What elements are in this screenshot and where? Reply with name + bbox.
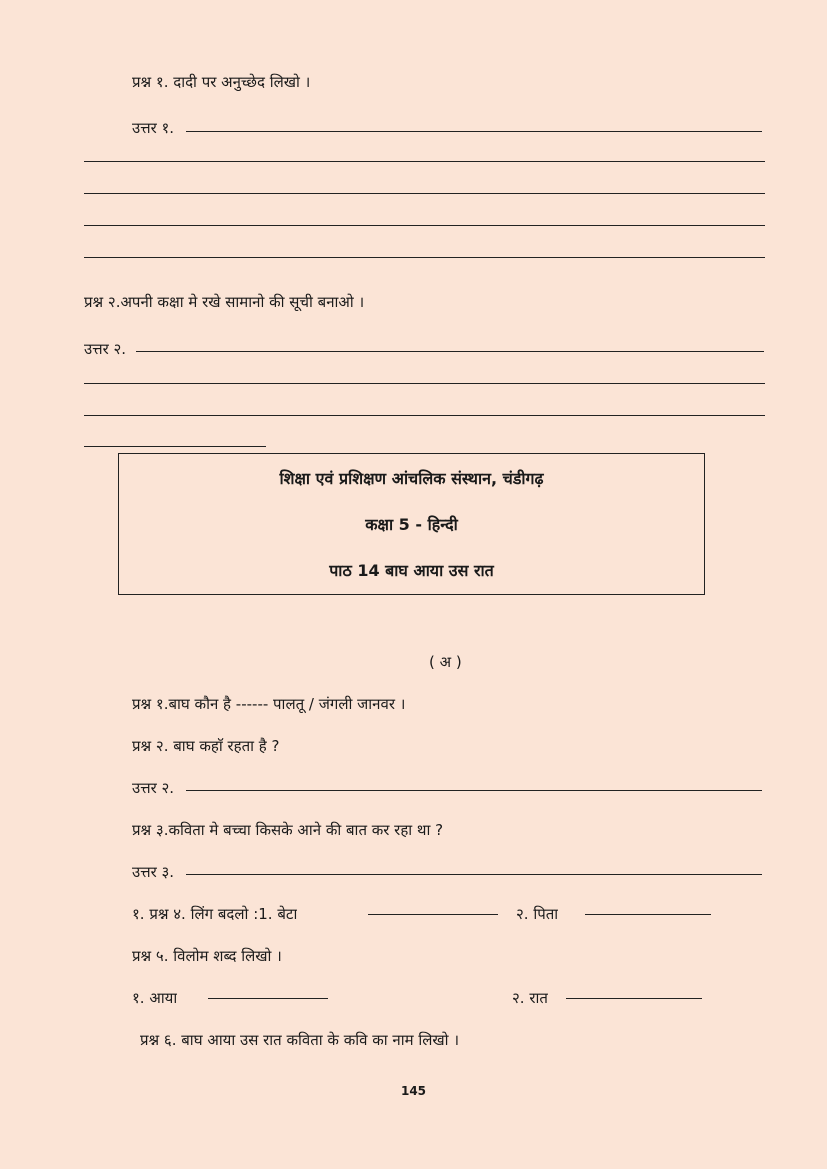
answer-1-label: उत्तर १. bbox=[132, 119, 175, 137]
blank-line bbox=[585, 914, 711, 915]
lesson-title: पाठ 14 बाघ आया उस रात bbox=[329, 561, 494, 580]
answer-line bbox=[84, 446, 266, 447]
answer-3-label: उत्तर ३. bbox=[132, 863, 175, 881]
answer-line bbox=[136, 351, 764, 352]
answer-line bbox=[84, 161, 765, 162]
lesson-header-box bbox=[118, 453, 705, 595]
answer-line bbox=[84, 415, 765, 416]
class-title: कक्षा 5 - हिन्दी bbox=[365, 515, 458, 534]
question-4-gender: १. प्रश्न ४. लिंग बदलो :1. बेटा bbox=[132, 905, 298, 923]
question-1-dadi: प्रश्न १. दादी पर अनुच्छेद लिखो । bbox=[132, 73, 311, 91]
answer-2-label: उत्तर २. bbox=[84, 340, 127, 358]
answer-line bbox=[84, 225, 765, 226]
question-5-antonym: प्रश्न ५. विलोम शब्द लिखो । bbox=[132, 947, 282, 965]
page-number: 145 bbox=[400, 1084, 427, 1098]
question-3-poem: प्रश्न ३.कविता मे बच्चा किसके आने की बात कर रहा था ? bbox=[132, 821, 444, 839]
answer-line bbox=[84, 257, 765, 258]
question-1-tiger: प्रश्न १.बाघ कौन है ------ पालतू / जंगली जानवर । bbox=[132, 695, 406, 713]
answer-line bbox=[186, 874, 762, 875]
answer-line bbox=[186, 790, 762, 791]
section-label: ( अ ) bbox=[429, 653, 462, 671]
answer-line bbox=[84, 193, 765, 194]
question-5-second: २. रात bbox=[512, 989, 548, 1007]
question-4-second: २. पिता bbox=[516, 905, 559, 923]
answer-2-label: उत्तर २. bbox=[132, 779, 175, 797]
question-6-poet: प्रश्न ६. बाघ आया उस रात कविता के कवि का नाम लिखो । bbox=[140, 1031, 460, 1049]
answer-line bbox=[186, 131, 762, 132]
question-5-first: १. आया bbox=[132, 989, 178, 1007]
answer-line bbox=[84, 383, 765, 384]
blank-line bbox=[566, 998, 702, 999]
question-2-class-items: प्रश्न २.अपनी कक्षा मे रखे सामानो की सूची बनाओ । bbox=[84, 293, 365, 311]
question-2-tiger-home: प्रश्न २. बाघ कहाॅ रहता है ? bbox=[132, 737, 280, 755]
blank-line bbox=[368, 914, 498, 915]
institute-title: शिक्षा एवं प्रशिक्षण आंचलिक संस्थान, चंडीगढ़ bbox=[279, 469, 544, 488]
blank-line bbox=[208, 998, 328, 999]
